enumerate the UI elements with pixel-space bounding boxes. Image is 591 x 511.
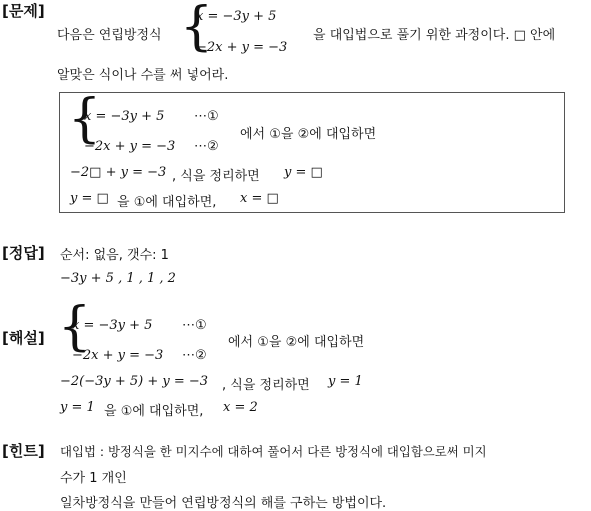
explanation-line2-result: y = 1 [328, 374, 363, 389]
explanation-line3-result: x = 2 [223, 400, 258, 415]
explanation-tag: [해설] [2, 329, 45, 347]
box-eq1: x = −3y + 5 [84, 109, 165, 124]
problem-line2: 알맞은 식이나 수를 써 넣어라. [57, 68, 229, 83]
explanation-line3-text: 을 ①에 대입하면, [104, 404, 204, 419]
explanation-substitute-text: 에서 ①을 ②에 대입하면 [228, 335, 365, 350]
explanation-mark2: ⋯② [182, 348, 207, 363]
problem-after-system: 을 대입법으로 풀기 위한 과정이다. □ 안에 [313, 28, 556, 43]
explanation-system-brace: { [58, 297, 92, 357]
explanation-line3-math: y = 1 [60, 400, 95, 415]
box-mark2: ⋯② [194, 139, 219, 154]
hint-line1: 대입법 : 방정식을 한 미지수에 대하여 풀어서 다른 방정식에 대입함으로써 미지 [60, 444, 487, 459]
problem-intro: 다음은 연립방정식 [57, 28, 162, 43]
hint-line2: 수가 1 개인 [60, 471, 127, 486]
box-line2-math: −2□ + y = −3 [70, 165, 167, 180]
problem-system-brace: { [180, 0, 214, 57]
explanation-eq2: −2x + y = −3 [72, 348, 164, 363]
box-system-brace: { [68, 89, 102, 149]
box-line3-math: y = □ [70, 191, 109, 206]
answer-line1: 순서: 없음, 갯수: 1 [60, 248, 169, 263]
box-line2-text: , 식을 정리하면 [172, 169, 260, 184]
explanation-eq1: x = −3y + 5 [72, 318, 153, 333]
box-mark1: ⋯① [194, 109, 219, 124]
box-substitute-text: 에서 ①을 ②에 대입하면 [240, 127, 377, 142]
explanation-line2-math: −2(−3y + 5) + y = −3 [60, 374, 209, 389]
problem-eq2: −2x + y = −3 [196, 40, 288, 55]
box-eq2: −2x + y = −3 [84, 139, 176, 154]
hint-line3: 일차방정식을 만들어 연립방정식의 해를 구하는 방법이다. [60, 496, 387, 511]
box-line3-result: x = □ [240, 191, 279, 206]
answer-line2: −3y + 5 , 1 , 1 , 2 [60, 271, 176, 286]
explanation-mark1: ⋯① [182, 318, 207, 333]
box-line3-text: 을 ①에 대입하면, [117, 195, 217, 210]
answer-tag: [정답] [2, 244, 45, 262]
problem-eq1: x = −3y + 5 [196, 9, 277, 24]
explanation-line2-text: , 식을 정리하면 [222, 378, 310, 393]
box-line2-result: y = □ [284, 165, 323, 180]
hint-tag: [힌트] [2, 442, 45, 460]
problem-tag: [문제] [2, 2, 45, 20]
